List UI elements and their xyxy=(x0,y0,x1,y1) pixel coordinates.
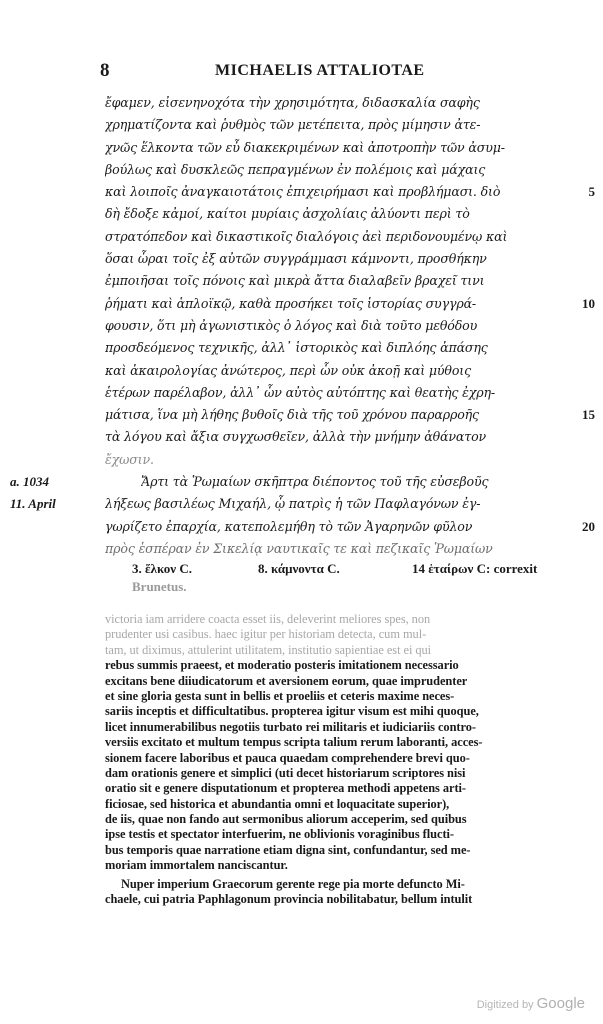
latin-line: licet innumerabilibus negotiis turbato rei militaris et iudiciariis contro- xyxy=(105,719,476,734)
latin-line: sariis inceptis et difficultatibus. propterea igitur visum est mihi quoque, xyxy=(105,704,479,719)
greek-text-block xyxy=(10,92,595,560)
greek-line-text: χνῶς ἕλκοντα τῶν εὖ διακεκριμένων καὶ ἀποτροπὴν τῶν ἀσυμ- xyxy=(105,139,505,155)
greek-line-text: ἔφαμεν, εἰσενηνοχότα τὴν χρησιμότητα, διδασκαλία σαφὴς xyxy=(105,95,480,110)
greek-line-text: καὶ ἀκαιρολογίας ἀνώτερος, περὶ ὧν οὐκ ἀκοῇ καὶ μύθοις xyxy=(105,362,471,378)
latin-line: moriam immortalem nanciscantur. xyxy=(105,858,288,873)
latin-line: sionem facere laboribus et pauca quaedam comprehendere brevi quo- xyxy=(105,750,470,765)
latin-line: rebus summis praeest, et moderatio posteris imitationem necessario xyxy=(105,658,459,673)
greek-line-text: καὶ λοιποῖς ἀναγκαιοτάτοις ἐπιχειρήμασι καὶ προβλήμασι. διὸ xyxy=(105,184,501,200)
latin-translation-block xyxy=(105,612,573,907)
latin-line: Nuper imperium Graecorum gerente rege pia morte defuncto Mi- xyxy=(121,876,465,891)
greek-line-text: πρὸς ἑσπέραν ἐν Σικελίᾳ ναυτικαῖς τε καὶ πεζικαῖς Ῥωμαίων xyxy=(105,540,493,556)
latin-line: dam orationis genere et simplici (uti decet historiarum scriptores nisi xyxy=(105,765,466,780)
latin-line: victoria iam arridere coacta esset iis, deleverint meliores spes, non xyxy=(105,612,431,626)
greek-line xyxy=(10,471,573,493)
greek-line xyxy=(105,270,573,292)
greek-line xyxy=(10,493,573,515)
margin-date-note: a. 1034 xyxy=(10,474,49,490)
greek-line xyxy=(105,516,595,538)
latin-line: chaele, cui patria Paphlagonum provincia nobilitabatur, bellum intulit xyxy=(105,892,473,907)
greek-line xyxy=(105,337,573,359)
greek-line xyxy=(105,137,573,159)
latin-line: excitans bene diiudicatorum et aversionem eorum, quae imprudenter xyxy=(105,673,468,688)
greek-line xyxy=(105,226,573,248)
greek-line xyxy=(105,181,595,203)
greek-line-text: στρατόπεδον καὶ δικαστικοῖς διαλόγοις ἀεὶ περιδονουμένῳ καὶ xyxy=(105,228,508,244)
watermark-prefix: Digitized by xyxy=(476,999,534,1011)
line-number: 15 xyxy=(582,407,595,423)
greek-line-text: ἐμποιῆσαι τοῖς πόνοις καὶ μικρὰ ἄττα διαλαβεῖν βραχεῖ τινι xyxy=(105,273,485,289)
greek-line-text: φουσιν, ὅτι μὴ ἀγωνιστικὸς ὁ λόγος καὶ διὰ τοῦτο μεθόδου xyxy=(105,317,478,333)
latin-line: oratio sit e genere disputationum et propterea methodi appetens arti- xyxy=(105,781,467,796)
greek-line-text: Ἄρτι τὰ Ῥωμαίων σκῆπτρα διέποντος τοῦ τῆς εὐσεβοῦς xyxy=(141,474,489,490)
latin-line: de iis, quae non fando aut sermonibus aliorum acceperim, sed quibus xyxy=(105,812,467,827)
greek-line-text: προσδεόμενος τεχνικῆς, ἀλλ᾿ ἱστορικὸς καὶ διπλόης ἁπάσης xyxy=(105,340,488,356)
line-number: 20 xyxy=(582,518,595,534)
greek-line-text: μάτισα, ἵνα μὴ λήθης βυθοῖς διὰ τῆς τοῦ χρόνου παραρροῆς xyxy=(105,407,479,423)
digitization-watermark xyxy=(477,995,585,1012)
greek-line xyxy=(105,449,573,471)
greek-line-text: βούλως καὶ δυσκλεῶς πεπραγμένων ἐν πολέμοις καὶ μάχαις xyxy=(105,161,486,177)
critical-apparatus xyxy=(132,560,577,596)
greek-line-text: χρηματίζοντα καὶ ῥυθμὸς τῶν μετέπειτα, πρὸς μίμησιν ἀτε- xyxy=(105,117,481,133)
apparatus-note-continuation: Brunetus. xyxy=(132,579,187,594)
greek-line xyxy=(105,248,573,270)
apparatus-note: 8. κάμνοντα C. xyxy=(258,561,340,576)
line-number: 5 xyxy=(588,184,595,200)
running-title: MICHAELIS ATTALIOTAE xyxy=(215,62,425,79)
greek-line xyxy=(105,426,573,448)
apparatus-note: 3. ἕλκον C. xyxy=(132,561,192,576)
line-number: 10 xyxy=(582,295,595,311)
greek-line xyxy=(105,538,573,560)
greek-line xyxy=(105,404,595,426)
latin-line: bus temporis quae narratione etiam digna sint, confundantur, sed me- xyxy=(105,842,471,857)
watermark-brand: Google xyxy=(536,995,585,1012)
greek-line-text: ἑτέρων παρέλαβον, ἀλλ᾿ ὧν αὐτὸς αὐτόπτης καὶ θεατὴς ἐχρη- xyxy=(105,384,495,400)
greek-line-text: δὴ ἔδοξε κἀμοί, καίτοι μυρίαις ἀσχολίαις ἀλύοντι περὶ τὸ xyxy=(105,206,470,222)
latin-line: versiis excitato et multum tempus scripta talium rerum laboranti, acces- xyxy=(105,735,483,750)
greek-line-text: τὰ λόγου καὶ ἄξια συγχωσθεῖεν, ἀλλὰ τὴν μνήμην ἀθάνατον xyxy=(105,429,487,445)
greek-line xyxy=(105,293,595,315)
latin-line: prudenter usi casibus. haec igitur per historiam detecta, cum mul- xyxy=(105,627,427,642)
greek-line xyxy=(105,360,573,382)
latin-line: ipse testis et spectator interfuerim, ne oblivionis voraginibus flucti- xyxy=(105,827,454,842)
greek-line xyxy=(105,315,573,337)
greek-line xyxy=(105,114,573,136)
apparatus-note: 14 ἑταίρων C: correxit xyxy=(412,561,538,576)
page-number: 8 xyxy=(100,60,110,81)
greek-line-text: γωρίζετο ἐπαρχία, κατεπολεμήθη τὸ τῶν Ἀγαρηνῶν φῦλον xyxy=(105,518,473,534)
greek-line xyxy=(105,92,573,114)
greek-line xyxy=(105,203,573,225)
greek-line-text: ἔχωσιν. xyxy=(105,451,154,467)
greek-line-text: λήξεως βασιλέως Μιχαήλ, ᾧ πατρὶς ἡ τῶν Παφλαγόνων ἐγ- xyxy=(105,496,481,512)
greek-line xyxy=(105,159,573,181)
greek-line xyxy=(105,382,573,404)
greek-line-text: ῥήματι καὶ ἁπλοϊκῷ, καθὰ προσήκει τοῖς ἱστορίας συγγρά- xyxy=(105,295,477,311)
latin-line: ficiosae, sed historica et abundantia omni et loquacitate superior), xyxy=(105,796,450,811)
greek-line-text: ὅσαι ὧραι τοῖς ἐξ αὐτῶν συγγράμμασι κάμνοντι, προσθήκην xyxy=(105,251,487,267)
latin-line: et sine gloria gesta sunt in bellis et proeliis et ceteris maxime neces- xyxy=(105,688,455,703)
margin-date-note: 11. April xyxy=(10,496,56,512)
latin-line: tam, ut diximus, attulerint utilitatem, institutio sapientiae est ei qui xyxy=(105,642,432,657)
page-header xyxy=(100,60,570,84)
